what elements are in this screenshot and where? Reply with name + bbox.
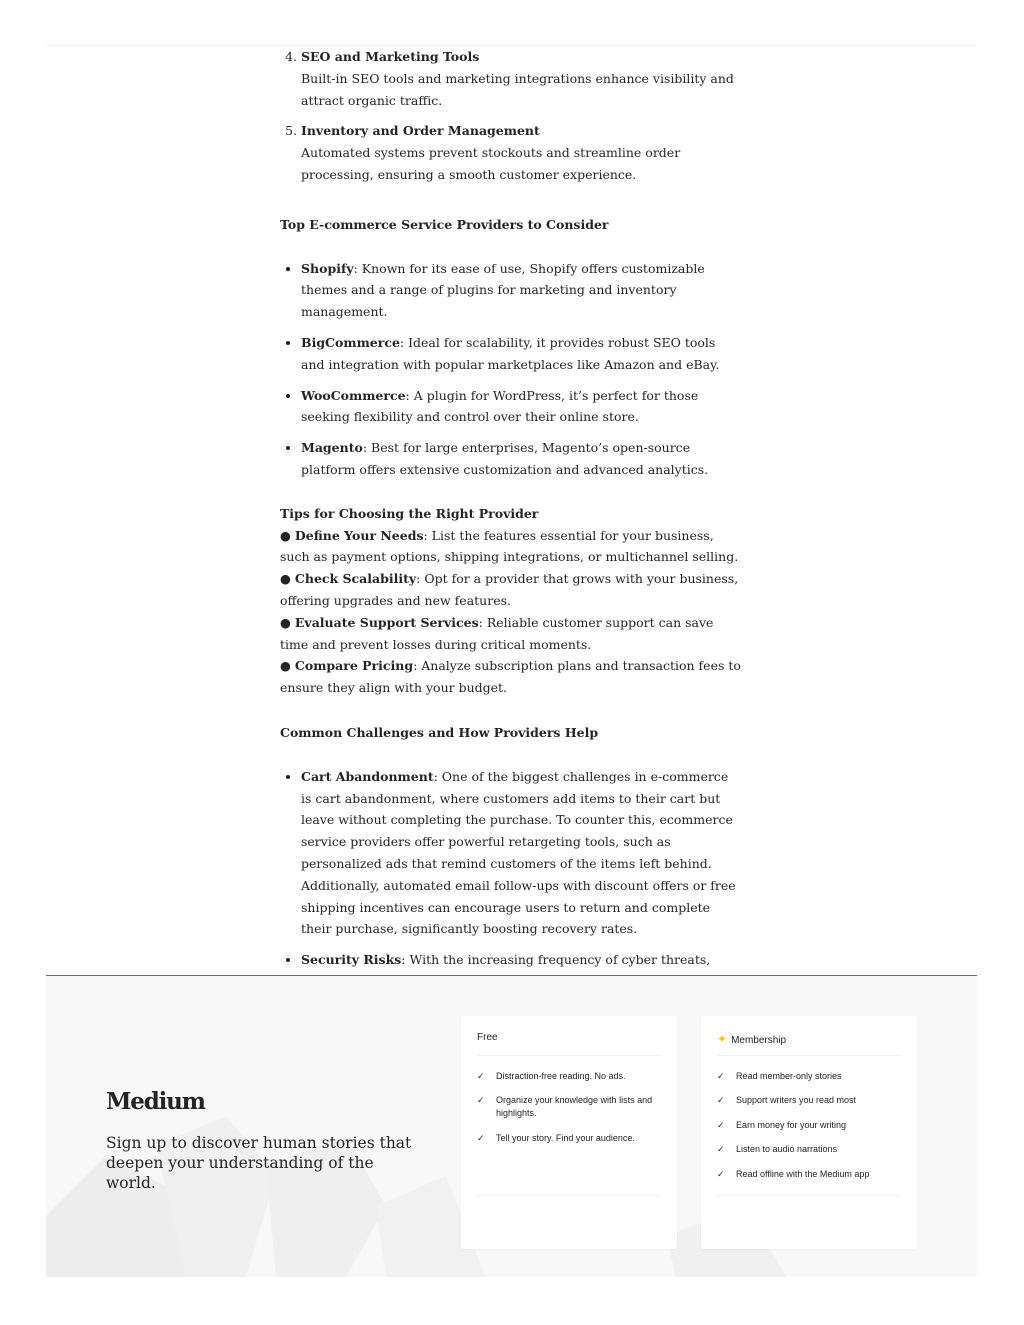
bullet-glyph: ● (280, 527, 291, 543)
check-icon: ✓ (717, 1144, 725, 1155)
list-item (301, 437, 742, 481)
feature-text: Earn money for your writing (736, 1119, 847, 1130)
feature-text: Organize your knowledge with lists and highlights. (496, 1095, 653, 1119)
feature-item (717, 1143, 905, 1156)
list-item (301, 258, 742, 323)
feature-item (717, 1070, 905, 1083)
provider-name: BigCommerce (301, 334, 400, 350)
list-item (301, 766, 742, 940)
tip-line (280, 568, 742, 612)
check-icon: ✓ (717, 1168, 725, 1179)
provider-text: : Ideal for scalability, it provides robust SEO tools and integration with popular marketplaces like Amazon and eBay. (301, 334, 720, 372)
feature-item (477, 1094, 665, 1120)
check-icon: ✓ (477, 1071, 485, 1081)
list-item-title: SEO and Marketing Tools (301, 49, 480, 64)
challenge-text: : With the increasing frequency of cyber threats, (401, 952, 711, 968)
card-divider (477, 1055, 661, 1056)
tip-name: Check Scalability (294, 571, 417, 587)
membership-title-text: Membership (731, 1035, 787, 1046)
card-divider (717, 1195, 901, 1196)
challenge-name: Cart Abandonment (301, 768, 434, 784)
provider-name: WooCommerce (301, 387, 406, 403)
membership-plan-card[interactable] (701, 1016, 917, 1249)
challenge-name: Security Risks (301, 952, 402, 968)
feature-item (717, 1094, 905, 1107)
card-divider (717, 1055, 901, 1056)
check-icon: ✓ (717, 1095, 725, 1106)
card-divider (477, 1195, 661, 1196)
feature-item (717, 1119, 905, 1132)
feature-text: Listen to audio narrations (736, 1144, 838, 1155)
feature-text: Tell your story. Find your audience. (496, 1132, 635, 1143)
provider-name: Shopify (301, 260, 354, 276)
check-icon: ✓ (717, 1071, 725, 1081)
tip-text: : Analyze subscription plans and transaction fees to ensure they align with your budget. (280, 658, 741, 696)
section-heading-providers: Top E-commerce Service Providers to Consider (280, 216, 609, 232)
bullet-glyph: ● (280, 614, 291, 630)
feature-list (280, 46, 742, 186)
tip-line (280, 655, 742, 699)
feature-text: Read member-only stories (736, 1071, 842, 1081)
provider-text: : Known for its ease of use, Shopify offers customizable themes and a range of plugins for marketing and inventory management. (301, 260, 705, 320)
bullet-glyph: ● (280, 658, 291, 674)
tip-name: Compare Pricing (294, 658, 414, 674)
provider-name: Magento (301, 440, 363, 456)
star-icon: ✦ (717, 1032, 728, 1046)
tip-text: : Reliable customer support can save time and prevent losses during critical moments. (280, 614, 714, 652)
feature-item (717, 1168, 905, 1181)
medium-logo[interactable]: Medium (106, 1088, 205, 1115)
bullet-glyph: ● (280, 571, 291, 587)
section-heading-challenges: Common Challenges and How Providers Help (280, 724, 599, 740)
feature-item (477, 1132, 665, 1145)
provider-text: : Best for large enterprises, Magento’s open-source platform offers extensive customization and advanced analytics. (301, 440, 709, 477)
tip-line (280, 525, 742, 569)
section-heading-tips: Tips for Choosing the Right Provider (280, 505, 539, 521)
list-item-title: Inventory and Order Management (301, 123, 540, 139)
free-plan-title: Free (477, 1032, 498, 1043)
free-feature-list (477, 1070, 665, 1156)
article-body (280, 46, 742, 976)
check-icon: ✓ (717, 1119, 725, 1130)
tip-line (280, 612, 742, 656)
tip-text: : Opt for a provider that grows with your business, offering upgrades and new features. (280, 571, 739, 608)
membership-plan-title (717, 1032, 786, 1046)
list-item-text: Automated systems prevent stockouts and streamline order processing, ensuring a smooth customer experience. (301, 145, 681, 182)
feature-text: Read offline with the Medium app (736, 1168, 870, 1179)
free-plan-card[interactable] (461, 1016, 677, 1249)
list-item (301, 332, 742, 376)
membership-feature-list (717, 1070, 905, 1192)
feature-text: Distraction-free reading. No ads. (496, 1071, 626, 1081)
providers-list (280, 258, 742, 481)
list-item (301, 385, 742, 429)
tip-text: : List the features essential for your business, such as payment options, shipping integrations, or multichannel selling. (280, 527, 739, 565)
signup-banner (46, 976, 977, 1277)
tip-name: Evaluate Support Services (294, 614, 479, 630)
list-item-text: Built-in SEO tools and marketing integrations enhance visibility and attract organic traffic. (301, 70, 734, 108)
feature-text: Support writers you read most (736, 1095, 857, 1106)
feature-item (477, 1070, 665, 1083)
provider-text: : A plugin for WordPress, it’s perfect for those seeking flexibility and control over their online store. (301, 387, 699, 425)
check-icon: ✓ (477, 1132, 485, 1143)
signup-tagline: Sign up to discover human stories that deepen your understanding of the world. (106, 1134, 412, 1192)
tip-name: Define Your Needs (294, 527, 424, 543)
list-item (301, 120, 742, 185)
list-item (301, 46, 742, 111)
challenge-text: : One of the biggest challenges in e-commerce is cart abandonment, where customers add items to their cart but leave without completing the purchase. To counter this, ecommerce service providers offer powerful retargeting tools, such as personalized ads that remind customers of the items left behind. Additionally, automated email follow-ups with discount offers or free shipping incentives can encourage users to return and complete their purchase, significantly boosting recovery rates. (301, 768, 736, 937)
check-icon: ✓ (477, 1095, 485, 1106)
